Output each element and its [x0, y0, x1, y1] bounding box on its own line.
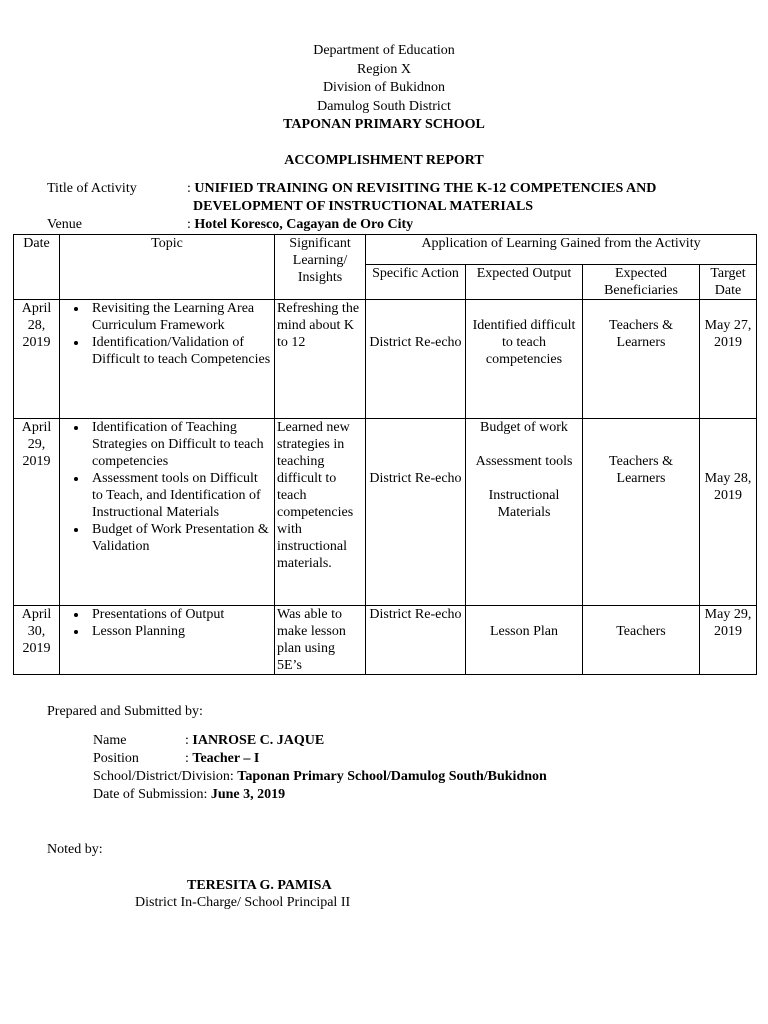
output-item: Identified difficult to teach competencies — [472, 318, 576, 367]
row-output — [466, 300, 583, 419]
row-target: May 27, 2019 — [700, 300, 757, 419]
row-date: April 30, 2019 — [14, 606, 60, 675]
name-line: Name : IANROSE C. JAQUE — [93, 733, 325, 748]
topic-item: • Presentations of Output — [88, 606, 272, 623]
header-expected-output: Expected Output — [466, 265, 583, 300]
venue-value: Hotel Koresco, Cagayan de Oro City — [194, 217, 414, 232]
venue-label: Venue — [47, 217, 82, 232]
header-specific-action: Specific Action — [366, 265, 466, 300]
activity-title-label: Title of Activity — [47, 181, 137, 196]
header-topic: Topic — [60, 235, 275, 300]
topic-item: • Revisiting the Learning Area Curriculum Framework — [88, 300, 272, 334]
submission-date-value: June 3, 2019 — [210, 787, 286, 802]
output-item: Instructional Materials — [488, 488, 560, 520]
noted-title: District In-Charge/ School Principal II — [135, 895, 351, 910]
position-value: Teacher – I — [192, 751, 260, 766]
school-name: TAPONAN PRIMARY SCHOOL — [283, 117, 485, 132]
noted-name: TERESITA G. PAMISA — [187, 878, 332, 893]
topic-item: • Assessment tools on Difficult to Teach, and Identification of Instructional Materials — [88, 470, 272, 521]
header-date: Date — [14, 235, 60, 300]
row-action: District Re-echo — [366, 419, 466, 606]
topic-item: • Lesson Planning — [88, 623, 272, 640]
row-learning: Learned new strategies in teaching difficult to teach competencies with instructional materials. — [275, 419, 366, 606]
noted-label: Noted by: — [47, 842, 103, 857]
header-line-department: Department of Education — [313, 43, 455, 58]
row-beneficiaries: Teachers & Learners — [583, 300, 700, 419]
row-beneficiaries: Teachers & Learners — [583, 419, 700, 606]
header-expected-beneficiaries: Expected Beneficiaries — [583, 265, 700, 300]
document-header — [0, 42, 768, 135]
row-learning: Was able to make lesson plan using 5E’s — [275, 606, 366, 675]
row-action: District Re-echo — [366, 300, 466, 419]
prepared-label: Prepared and Submitted by: — [47, 704, 203, 719]
output-item: Lesson Plan — [489, 624, 559, 639]
activity-title-line2: DEVELOPMENT OF INSTRUCTIONAL MATERIALS — [193, 199, 534, 214]
row-beneficiaries: Teachers — [583, 606, 700, 675]
row-output — [466, 419, 583, 606]
output-item: Assessment tools — [475, 454, 573, 469]
position-line: Position : Teacher – I — [93, 751, 260, 766]
header-application: Application of Learning Gained from the Activity — [366, 235, 757, 265]
row-date: April 29, 2019 — [14, 419, 60, 606]
header-line-district: Damulog South District — [317, 98, 451, 114]
table-row — [14, 606, 757, 675]
row-topics — [60, 606, 275, 675]
row-action: District Re-echo — [366, 606, 466, 675]
header-learning: Significant Learning/ Insights — [275, 235, 366, 300]
submission-date-line — [93, 786, 285, 803]
row-target: May 29, 2019 — [700, 606, 757, 675]
row-topics — [60, 419, 275, 606]
name-value: IANROSE C. JAQUE — [192, 733, 325, 748]
header-line-region: Region X — [356, 61, 412, 77]
school-label: School/District/Division: — [93, 769, 234, 784]
row-learning: Refreshing the mind about K to 12 — [275, 300, 366, 419]
report-title: ACCOMPLISHMENT REPORT — [284, 153, 484, 168]
topic-item: • Identification/Validation of Difficult to teach Competencies — [88, 334, 272, 368]
topic-item: • Identification of Teaching Strategies on Difficult to teach competencies — [88, 419, 272, 470]
accomplishment-table — [13, 234, 757, 675]
row-output — [466, 606, 583, 675]
header-line-division: Division of Bukidnon — [322, 80, 446, 95]
output-item: Budget of work — [480, 420, 568, 435]
table-row — [14, 300, 757, 419]
row-target: May 28, 2019 — [700, 419, 757, 606]
submission-date-label: Date of Submission: — [93, 787, 208, 802]
header-target-date: Target Date — [700, 265, 757, 300]
school-line — [93, 768, 547, 785]
row-topics — [60, 300, 275, 419]
position-label: Position — [93, 751, 139, 766]
table-row — [14, 419, 757, 606]
school-value: Taponan Primary School/Damulog South/Bukidnon — [237, 769, 547, 784]
name-label: Name — [93, 733, 127, 748]
topic-item: • Budget of Work Presentation & Validation — [88, 521, 272, 555]
activity-title-line1: UNIFIED TRAINING ON REVISITING THE K-12 COMPETENCIES AND — [194, 181, 657, 196]
row-date: April 28, 2019 — [14, 300, 60, 419]
